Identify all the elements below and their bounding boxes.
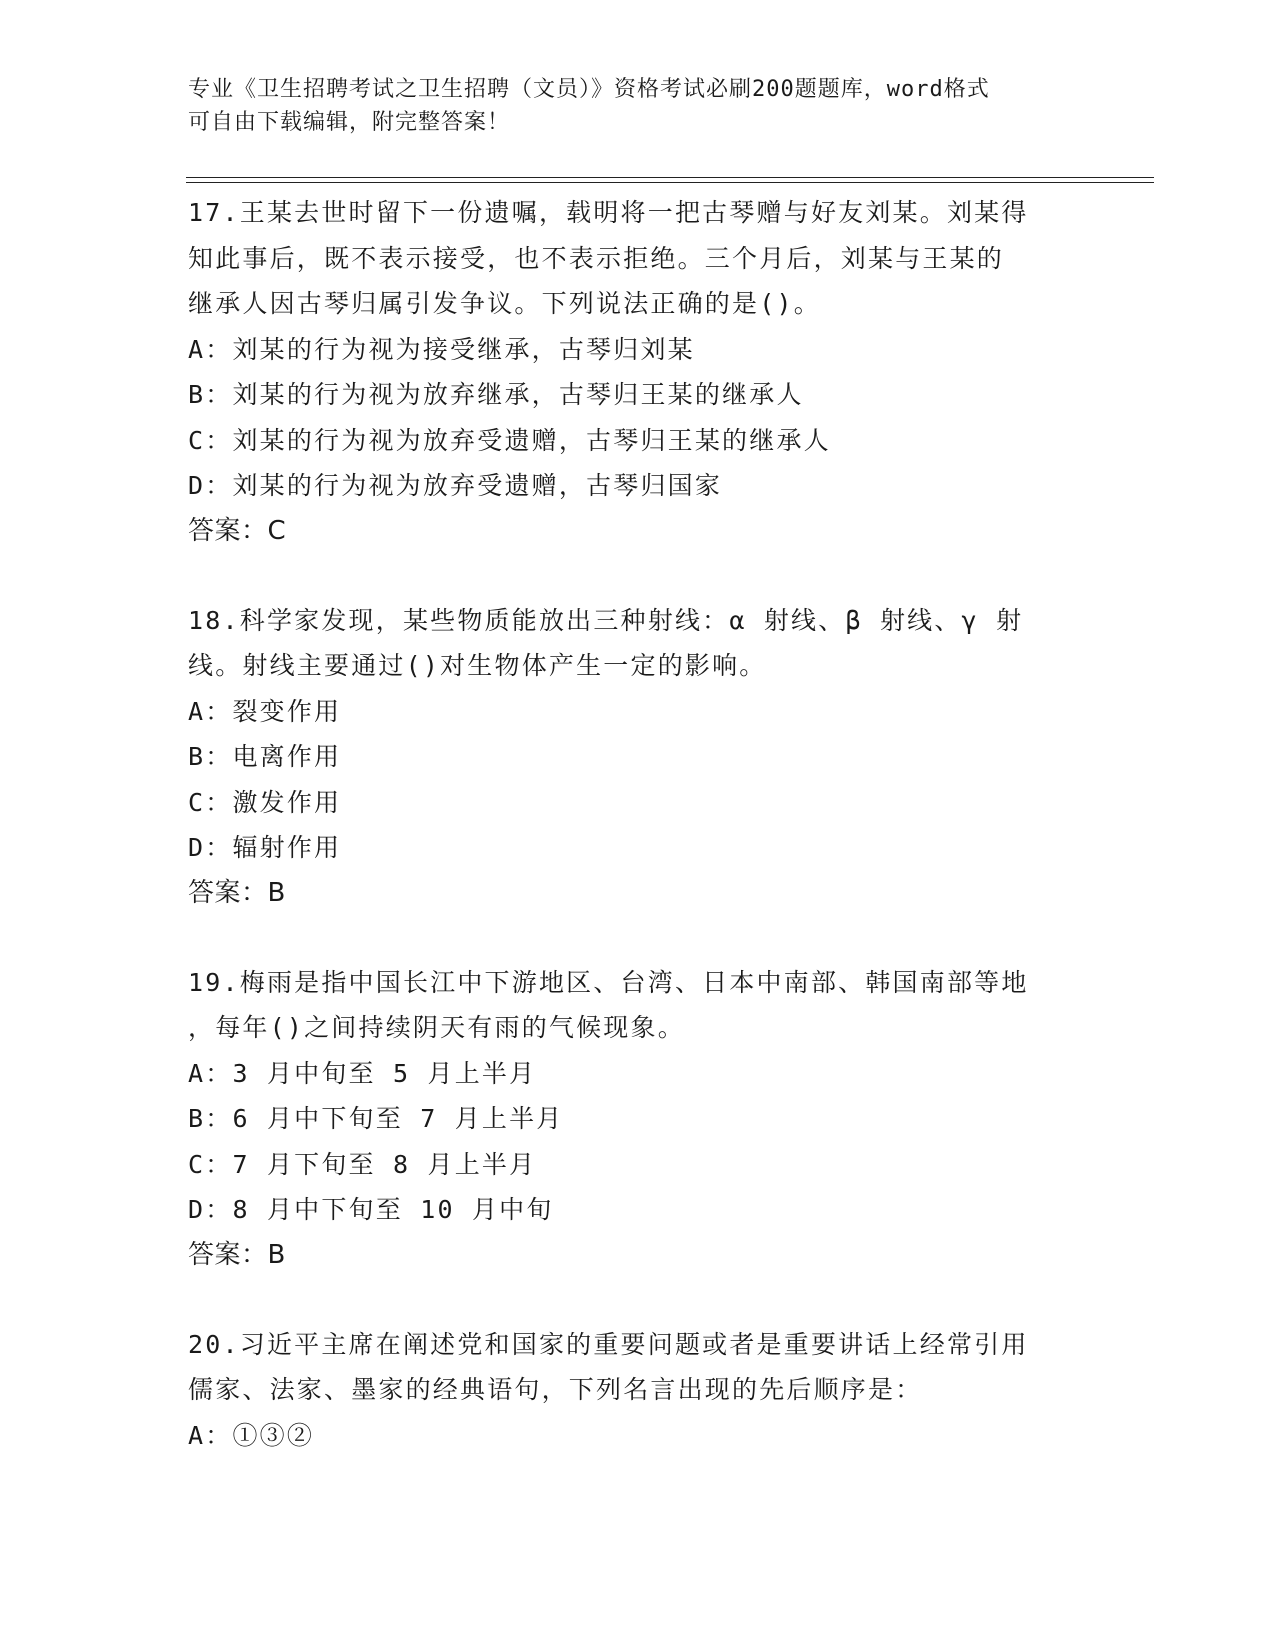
question-text-line: 17.王某去世时留下一份遗嘱，载明将一把古琴赠与好友刘某。刘某得 [188,198,1029,227]
question-text-line: 19.梅雨是指中国长江中下游地区、台湾、日本中南部、韩国南部等地 [188,967,1029,997]
header-divider-top [186,177,1154,178]
option-a: A：3 月中旬至 5 月上半月 [188,1058,537,1088]
option-b: B：6 月中下旬至 7 月上半月 [188,1104,564,1133]
option-a: A：刘某的行为视为接受继承，古琴归刘某 [188,334,695,364]
question-text-line: 继承人因古琴归属引发争议。下列说法正确的是()。 [188,289,821,318]
question-17 [188,190,1088,554]
question-list [188,190,1088,1502]
question-text-line: 18.科学家发现，某些物质能放出三种射线：α 射线、β 射线、γ 射 [188,605,1024,635]
answer-text: 答案：B [188,877,286,908]
question-text-line: 20.习近平主席在阐述党和国家的重要问题或者是重要讲话上经常引用 [188,1329,1029,1359]
question-text-line: 线。射线主要通过()对生物体产生一定的影响。 [188,651,767,680]
question-19 [188,960,1088,1278]
option-a: A：①③② [188,1420,315,1450]
header-divider-bottom [186,182,1154,183]
question-text-line: ，每年()之间持续阴天有雨的气候现象。 [188,1013,685,1042]
option-b: B：电离作用 [188,742,342,771]
document-header [188,73,1088,139]
option-d: D：刘某的行为视为放弃受遗赠，古琴归国家 [188,471,723,500]
header-line-1: 专业《卫生招聘考试之卫生招聘（文员）》资格考试必刷200题题库，word格式 [188,77,990,102]
option-c: C：激发作用 [188,787,342,817]
option-b: B：刘某的行为视为放弃继承，古琴归王某的继承人 [188,380,804,409]
option-c: C：刘某的行为视为放弃受遗赠，古琴归王某的继承人 [188,425,831,455]
answer-text: 答案：B [188,1239,286,1270]
option-d: D：辐射作用 [188,833,342,862]
answer-text: 答案：C [188,515,287,546]
question-text-line: 儒家、法家、墨家的经典语句，下列名言出现的先后顺序是： [188,1375,923,1404]
question-20 [188,1322,1088,1459]
question-18 [188,598,1088,916]
question-text-line: 知此事后，既不表示接受，也不表示拒绝。三个月后，刘某与王某的 [188,243,1005,273]
option-a: A：裂变作用 [188,696,342,726]
header-line-2: 可自由下载编辑，附完整答案！ [188,110,511,135]
option-d: D：8 月中下旬至 10 月中旬 [188,1195,554,1224]
option-c: C：7 月下旬至 8 月上半月 [188,1149,537,1179]
